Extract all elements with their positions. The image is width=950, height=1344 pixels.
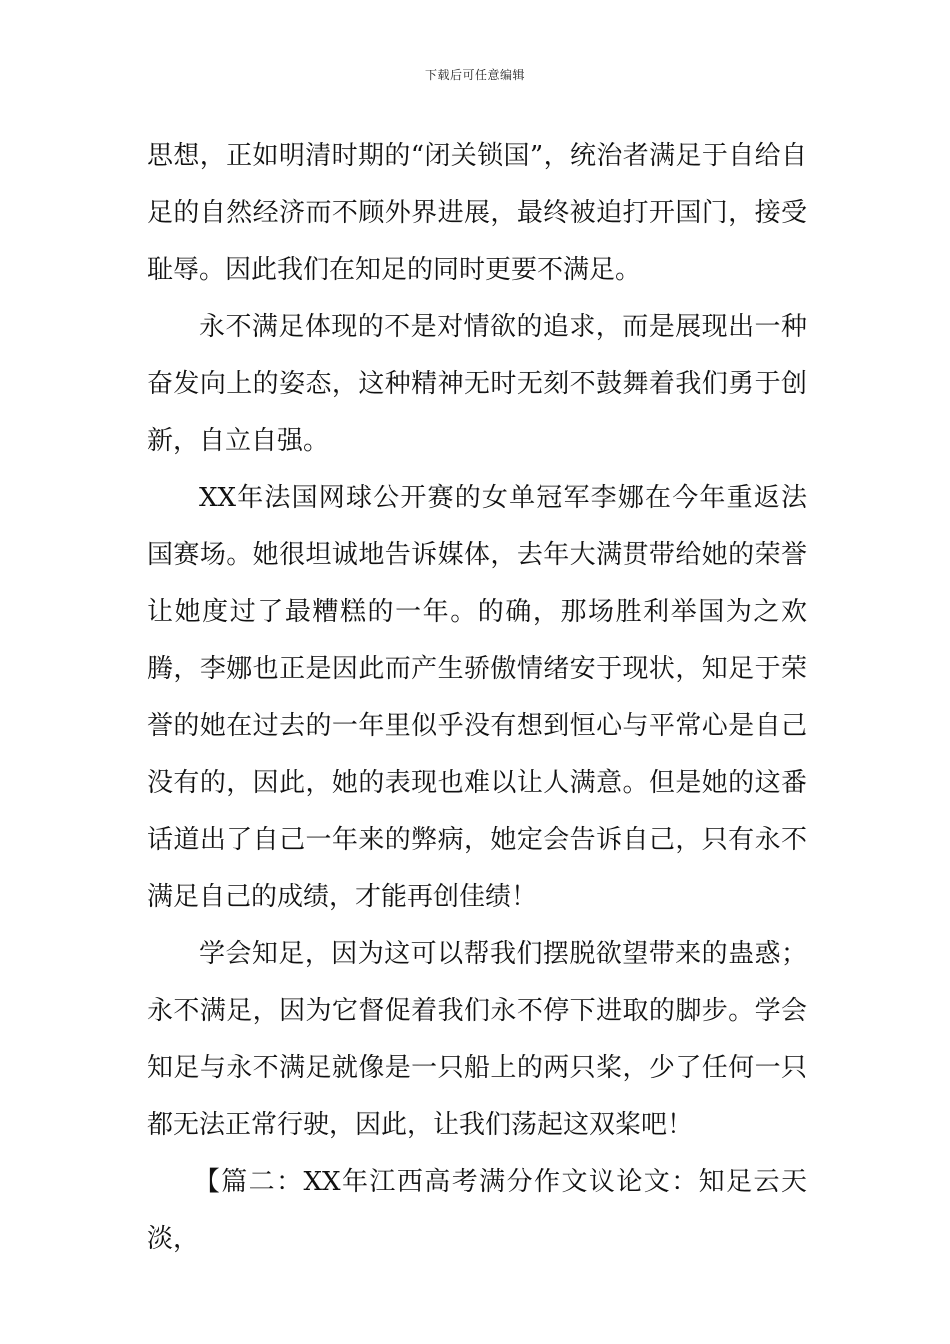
paragraph: 学会知足，因为这可以帮我们摆脱欲望带来的蛊惑；永不满足，因为它督促着我们永不停下进取的脚步。学会知足与永不满足就像是一只船上的两只桨，少了任何一只都无法正常行驶，因此，让我们荡起这双桨吧！ xyxy=(147,939,807,1140)
paragraph-continuation: 思想，正如明清时期的“闭关锁国”，统治者满足于自给自足的自然经济而不顾外界进展，最终被迫打开国门，接受耻辱。因此我们在知足的同时更要不满足。 xyxy=(147,141,807,285)
paragraph: XX年法国网球公开赛的女单冠军李娜在今年重返法国赛场。她很坦诚地告诉媒体，去年大满贯带给她的荣誉让她度过了最糟糕的一年。的确，那场胜利举国为之欢腾，李娜也正是因此而产生骄傲情绪安于现状，知足于荣誉的她在过去的一年里似乎没有想到恒心与平常心是自己没有的，因此，她的表现也难以让人满意。但是她的这番话道出了自己一年来的弊病，她定会告诉自己，只有永不满足自己的成绩，才能再创佳绩！ xyxy=(147,483,807,912)
page-header: 下载后可任意编辑 xyxy=(424,68,525,82)
document-body xyxy=(147,128,807,1268)
section-heading: 【篇二：XX年江西高考满分作文议论文：知足云天淡， xyxy=(147,1167,807,1254)
paragraph: 永不满足体现的不是对情欲的追求，而是展现出一种奋发向上的姿态，这种精神无时无刻不鼓舞着我们勇于创新，自立自强。 xyxy=(147,312,807,456)
